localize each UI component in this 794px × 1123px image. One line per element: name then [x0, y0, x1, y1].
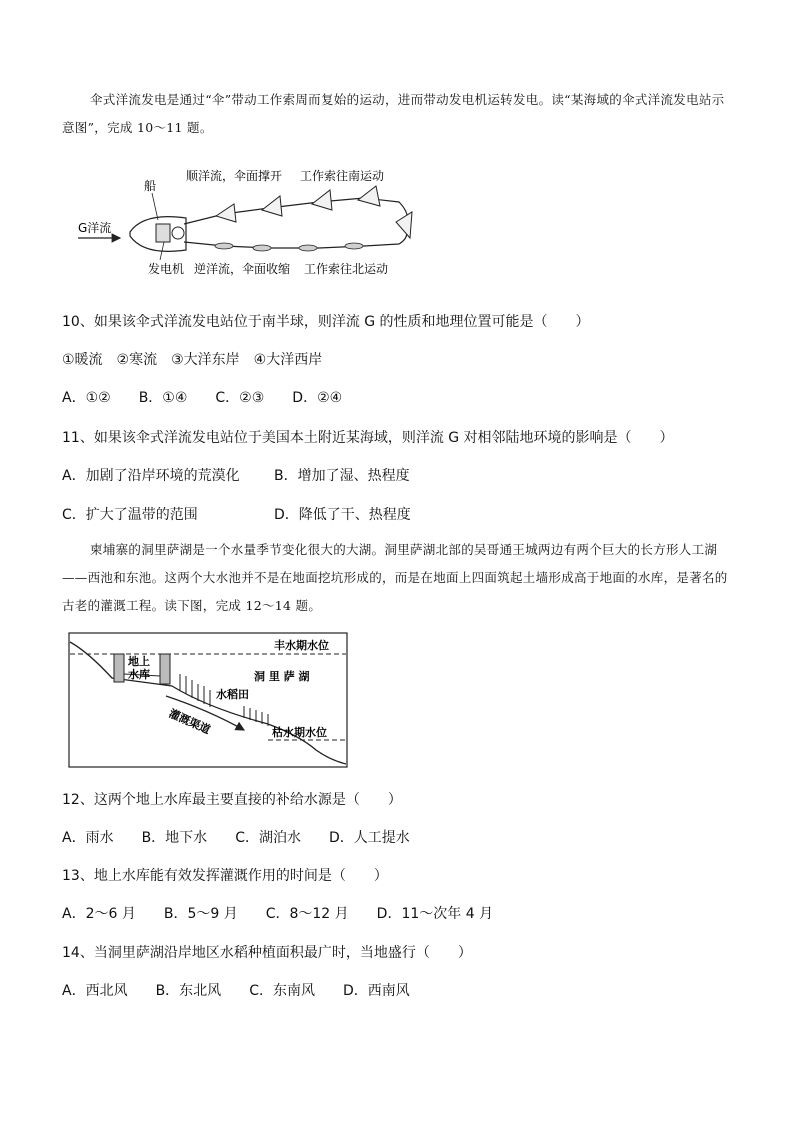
- lake-label: 洞 里 萨 湖: [254, 670, 310, 683]
- intro-paragraph-2: 柬埔寨的洞里萨湖是一个水量季节变化很大的大湖。洞里萨湖北部的吴哥通王城两边有两个巨大的长方形人工湖——西池和东池。这两个大水池并不是在地面挖坑形成的，而是在地面上四面筑起土墙形成高于地面的水库，是著名的古老的灌溉工程。读下图，完成 12～14 题。: [62, 542, 728, 613]
- question-10-stem: 10、如果该伞式洋流发电站位于南半球，则洋流 G 的性质和地理位置可能是（ ）: [62, 314, 590, 330]
- question-13-options: [62, 904, 734, 924]
- question-11-options-row2: [62, 505, 734, 525]
- tonle-sap-profile-diagram: [68, 632, 348, 768]
- option-d[interactable]: D．11～次年 4 月: [376, 906, 494, 922]
- question-14-stem: 14、当洞里萨湖沿岸地区水稻种植面积最广时，当地盛行（ ）: [62, 945, 472, 961]
- generator-label: 发电机: [148, 262, 185, 276]
- reservoir-label-1: 地上: [128, 655, 150, 668]
- question-12-stem: 12、这两个地上水库最主要直接的补给水源是（ ）: [62, 792, 402, 808]
- option-b[interactable]: B．①④: [138, 390, 188, 406]
- question-14-options: [62, 981, 734, 1001]
- option-c[interactable]: C．湖泊水: [235, 830, 301, 846]
- option-b[interactable]: B．增加了湿、热程度: [274, 468, 410, 484]
- south-label: 工作索往南运动: [300, 169, 385, 183]
- question-10-options: [62, 388, 734, 408]
- generator-box: [156, 224, 170, 242]
- option-c[interactable]: C．②③: [215, 390, 265, 406]
- option-c[interactable]: C．扩大了温带的范围: [62, 507, 198, 523]
- option-c[interactable]: C．8～12 月: [265, 906, 349, 922]
- north-label: 工作索往北运动: [304, 262, 389, 276]
- question-13-stem: 13、地上水库能有效发挥灌溉作用的时间是（ ）: [62, 868, 388, 884]
- option-d[interactable]: D．人工提水: [328, 830, 410, 846]
- figure-frame: [69, 633, 347, 767]
- option-d[interactable]: D．②④: [292, 390, 343, 406]
- question-11-options-row1: [62, 466, 734, 486]
- question-10-items: ①暖流 ②寒流 ③大洋东岸 ④大洋西岸: [62, 352, 323, 368]
- current-label: G洋流: [78, 221, 112, 235]
- option-d[interactable]: D．降低了干、热程度: [274, 507, 411, 523]
- option-c[interactable]: C．东南风: [249, 983, 315, 999]
- option-d[interactable]: D．西南风: [342, 983, 410, 999]
- option-a[interactable]: A．雨水: [62, 830, 114, 846]
- option-b[interactable]: B．地下水: [141, 830, 208, 846]
- ship-label: 船: [144, 179, 157, 193]
- intro-paragraph-1: 伞式洋流发电是通过“伞”带动工作索周而复始的运动，进而带动发电机运转发电。读“某海域的伞式洋流发电站示意图”，完成 10～11 题。: [62, 92, 725, 135]
- option-a[interactable]: A．2～6 月: [62, 906, 136, 922]
- option-a[interactable]: A．①②: [62, 390, 111, 406]
- question-11-stem: 11、如果该伞式洋流发电站位于美国本土附近某海域，则洋流 G 对相邻陆地环境的影响是（ ）: [62, 430, 674, 446]
- option-b[interactable]: B．东北风: [155, 983, 222, 999]
- reservoir-label-2: 水库: [128, 668, 150, 681]
- generator-wheel: [172, 227, 184, 239]
- canal-label: 灌溉渠道: [166, 706, 213, 737]
- low-water-label: 枯水期水位: [272, 726, 327, 739]
- umbrella-generator-diagram: [74, 160, 424, 284]
- option-a[interactable]: A．加剧了沿岸环境的荒漠化: [62, 468, 240, 484]
- option-b[interactable]: B．5～9 月: [163, 906, 238, 922]
- question-12-options: [62, 828, 734, 848]
- option-a[interactable]: A．西北风: [62, 983, 128, 999]
- high-water-label: 丰水期水位: [274, 639, 329, 652]
- open-label: 顺洋流，伞面撑开: [186, 169, 283, 183]
- paddy-label: 水稻田: [216, 688, 249, 701]
- close-label: 逆洋流，伞面收缩: [194, 262, 291, 276]
